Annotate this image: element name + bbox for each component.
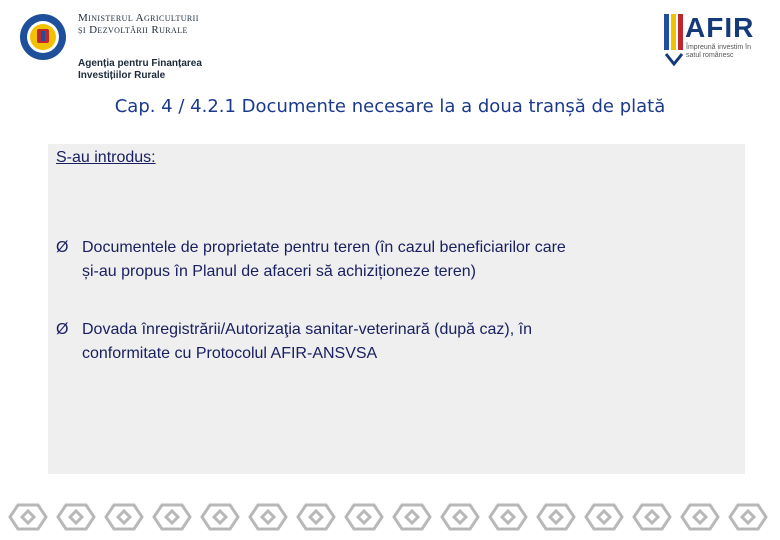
pattern-motif bbox=[682, 505, 718, 529]
ministry-name bbox=[78, 12, 199, 62]
pattern-motif bbox=[490, 505, 526, 529]
pattern-motif bbox=[106, 505, 142, 529]
pattern-motif bbox=[538, 505, 574, 529]
pattern-motif bbox=[394, 505, 430, 529]
ministry-seal-icon bbox=[18, 12, 68, 62]
pattern-motif bbox=[298, 505, 334, 529]
agency-line1: Agenția pentru Finanțarea bbox=[78, 58, 202, 69]
list-item bbox=[56, 318, 746, 366]
agency-name bbox=[78, 58, 202, 82]
pattern-motif bbox=[250, 505, 286, 529]
bullet-text bbox=[82, 236, 566, 284]
pattern-motif bbox=[586, 505, 622, 529]
bullet-text bbox=[82, 318, 532, 366]
bullet-line1: Dovada înregistrării/Autorizaţia sanitar-veterinară (după caz), în bbox=[82, 321, 532, 338]
pattern-motif bbox=[58, 505, 94, 529]
bullet-arrow-icon: Ø bbox=[56, 239, 69, 256]
pattern-motif bbox=[442, 505, 478, 529]
bullet-arrow-icon: Ø bbox=[56, 321, 69, 338]
agency-line2: Investițiilor Rurale bbox=[78, 70, 166, 81]
pattern-motif bbox=[634, 505, 670, 529]
bullet-line1: Documentele de proprietate pentru teren (în cazul beneficiarilor care bbox=[82, 239, 566, 256]
content-panel bbox=[48, 144, 745, 474]
ministry-line2: și Dezvoltării Rurale bbox=[78, 24, 188, 36]
bullet-line2: conformitate cu Protocolul AFIR-ANSVSA bbox=[82, 345, 378, 362]
pattern-motif bbox=[154, 505, 190, 529]
header bbox=[0, 0, 780, 90]
pattern-motif bbox=[202, 505, 238, 529]
pattern-motif bbox=[10, 505, 46, 529]
list-item bbox=[56, 236, 746, 284]
afir-tagline: Împreună investim în satul românesc bbox=[686, 44, 751, 59]
afir-wordmark: AFIR bbox=[685, 12, 755, 43]
pattern-motif bbox=[346, 505, 382, 529]
pattern-motif bbox=[730, 505, 766, 529]
bullet-line2: și-au propus în Planul de afaceri să achiziționeze teren) bbox=[82, 263, 476, 280]
page-title: Cap. 4 / 4.2.1 Documente necesare la a doua tranșă de plată bbox=[114, 96, 666, 117]
ministry-line1: Ministerul Agriculturii bbox=[78, 12, 199, 24]
folk-pattern-border bbox=[0, 494, 780, 540]
intro-text: S-au introdus: bbox=[56, 149, 156, 166]
ministry-logo bbox=[18, 12, 199, 62]
